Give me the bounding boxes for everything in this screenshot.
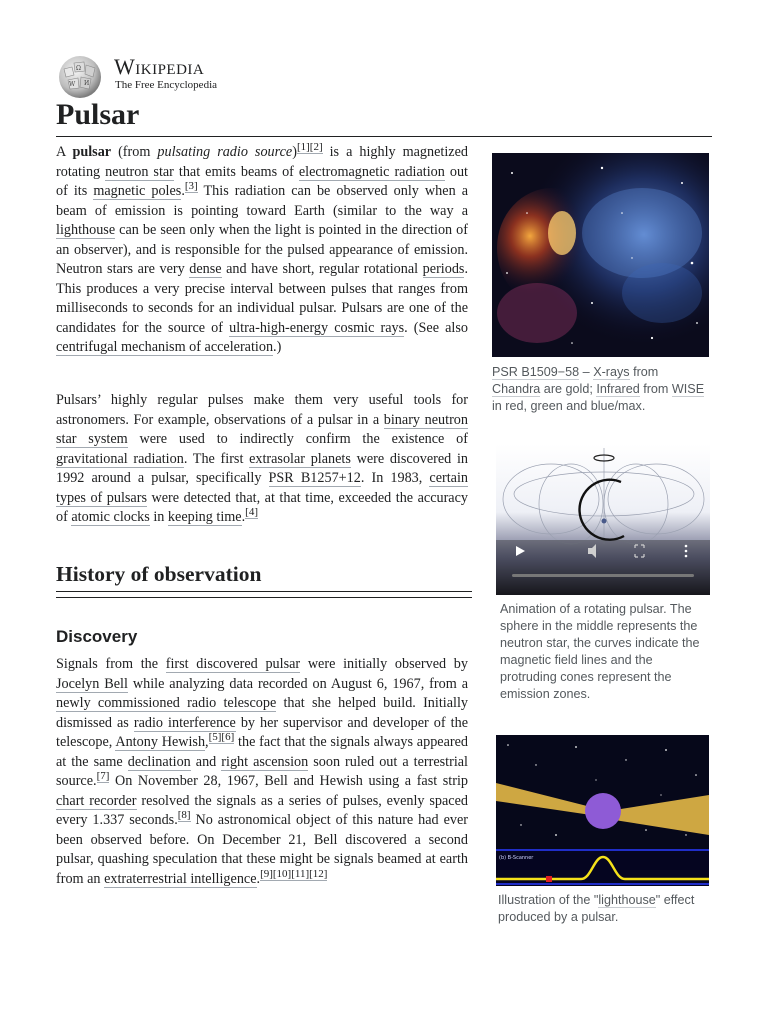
psr-b1509-image[interactable] (492, 153, 709, 357)
ref-11[interactable]: [11] (291, 867, 310, 880)
bold-term-pulsar: pulsar (72, 144, 112, 160)
link-dense[interactable]: dense (189, 261, 222, 277)
link-wise[interactable]: WISE (671, 382, 705, 396)
ref-3[interactable]: [3] (184, 180, 198, 193)
link-centrifugal-mechanism[interactable]: centrifugal mechanism of acceleration (56, 339, 274, 355)
link-magnetic-poles[interactable]: magnetic poles (93, 183, 182, 199)
wikipedia-globe-logo[interactable] (56, 55, 104, 99)
intro-paragraph-1: A pulsar (from pulsating radio source)[1][2] is a highly magnetized rotating neutron star that emits beams of electromagnetic radiation out of its magnetic poles.[3] This radiation can be observed only when a beam of emission is pointing toward Earth (similar to the way a lighthouse can be seen only when the light is pointed in the direction of an observer), and is responsible for the pulsed appearance of emission. Neutron stars are very dense and have short, regular rotational periods. This produces a very precise interval between pulses that ranges from milliseconds to seconds for an individual pulsar. Pulsars are one of the candidates for the source of ultra-high-energy cosmic rays. (See also centrifugal mechanism of acceleration.) (56, 141, 469, 355)
ref-8[interactable]: [8] (177, 809, 191, 822)
ref-1[interactable]: [1] (296, 141, 310, 154)
ref-6[interactable]: [6] (221, 731, 235, 744)
link-periods[interactable]: periods (422, 261, 465, 277)
figure-psr-b1509 (492, 153, 710, 415)
link-extrasolar-planets[interactable]: extrasolar planets (249, 450, 351, 467)
link-psr-b1257[interactable]: PSR B1257+12 (268, 470, 361, 486)
link-binary-neutron-star[interactable]: binary neutron star system (56, 411, 468, 447)
link-radio-interference[interactable]: radio interference (133, 714, 236, 731)
italic-term: pulsating radio source (157, 144, 293, 160)
ref-5[interactable]: [5] (208, 731, 222, 744)
section-divider (56, 591, 472, 592)
ref-7[interactable]: [7] (96, 770, 110, 783)
section-heading-history: History of observation (56, 562, 262, 586)
page-title: Pulsar (56, 98, 140, 131)
link-chandra[interactable]: Chandra (492, 382, 541, 396)
svg-text:И: И (84, 80, 90, 87)
link-jocelyn-bell[interactable]: Jocelyn Bell (56, 675, 128, 692)
ref-10[interactable]: [10] (272, 867, 292, 880)
inset-label: (b) B-Scanner (499, 855, 534, 861)
link-extraterrestrial-intelligence[interactable]: extraterrestrial intelligence (104, 870, 257, 887)
subsection-heading-discovery: Discovery (56, 627, 138, 646)
ref-9[interactable]: [9] (260, 867, 273, 880)
figure-rotating-pulsar-video (496, 444, 710, 703)
figure-lighthouse-effect (496, 735, 710, 926)
link-lighthouse[interactable]: lighthouse (56, 222, 116, 238)
svg-text:Ω: Ω (76, 65, 81, 72)
link-neutron-star[interactable]: neutron star (105, 163, 174, 180)
figure-caption-psr-b1509: PSR B1509−58 – X-rays from Chandra are gold; Infrared from WISE in red, green and blue/max. (492, 365, 705, 413)
link-keeping-time[interactable]: keeping time (167, 509, 242, 525)
wikipedia-wordmark[interactable]: Wikipedia (114, 54, 205, 79)
link-chart-recorder[interactable]: chart recorder (56, 792, 137, 809)
link-radio-telescope[interactable]: newly commissioned radio telescope (56, 695, 277, 711)
ref-2[interactable]: [2] (309, 141, 323, 154)
wikipedia-tagline: The Free Encyclopedia (115, 79, 218, 91)
figure-caption-lighthouse: Illustration of the "lighthouse" effect produced by a pulsar. (498, 893, 695, 924)
link-antony-hewish[interactable]: Antony Hewish (115, 734, 206, 750)
link-x-rays[interactable]: X-rays (593, 365, 630, 379)
link-first-discovered-pulsar[interactable]: first discovered pulsar (165, 656, 301, 672)
more-options-icon[interactable] (685, 545, 688, 558)
link-right-ascension[interactable]: right ascension (221, 753, 309, 770)
section-divider-thin (56, 597, 472, 598)
title-divider (56, 136, 712, 137)
link-cosmic-rays[interactable]: ultra-high-energy cosmic rays (229, 319, 405, 336)
intro-paragraph-2: Pulsars’ highly regular pulses make them very useful tools for astronomers. For example, observations of a pulsar in a binary neutron star system were used to indirectly confirm the existence of gravitational radiation. The first extrasolar planets were discovered in 1992 around a pulsar, specifically PSR B1257+12. In 1983, certain types of pulsars were detected that, at that time, exceeded the accuracy of atomic clocks in keeping time.[4] (56, 392, 469, 525)
svg-text:W: W (69, 81, 76, 88)
link-declination[interactable]: declination (127, 753, 191, 770)
video-progress-track[interactable] (512, 574, 694, 577)
discovery-paragraph: Signals from the first discovered pulsar were initially observed by Jocelyn Bell while analyzing data recorded on August 6, 1967, from a newly commissioned radio telescope that she helped build. Initially dismissed as radio interference by her supervisor and developer of the telescope, Antony Hewish,[5][6] the fact that the signals always appeared at the same declination and right ascension soon ruled out a terrestrial source.[7] On November 28, 1967, Bell and Hewish using a fast strip chart recorder resolved the signals as a series of pulses, evenly spaced every 1.337 seconds.[8] No astronomical object of this nature had ever been observed before. On December 21, Bell discovered a second pulsar, quashing speculation that these might be signals beamed at earth from an extraterrestrial intelligence.[9][10][11][12] (56, 656, 468, 887)
link-lighthouse-caption[interactable]: lighthouse (598, 893, 656, 907)
figure-caption-rotating-pulsar: Animation of a rotating pulsar. The sphere in the middle represents the neutron star, the curves indicate the magnetic field lines and the protruding cones represent the emission zones. (500, 602, 700, 701)
ref-12[interactable]: [12] (309, 867, 328, 880)
link-electromagnetic-radiation[interactable]: electromagnetic radiation (298, 163, 445, 180)
link-psr-b1509[interactable]: PSR B1509−58 (492, 365, 580, 379)
link-gravitational-radiation[interactable]: gravitational radiation (56, 450, 184, 467)
video-player[interactable] (496, 444, 710, 595)
link-atomic-clocks[interactable]: atomic clocks (71, 509, 150, 525)
link-certain-types-of-pulsars[interactable]: certain types of pulsars (56, 470, 468, 506)
ref-4[interactable]: [4] (245, 506, 258, 519)
lighthouse-effect-image[interactable] (496, 735, 709, 886)
link-infrared[interactable]: Infrared (596, 382, 640, 396)
